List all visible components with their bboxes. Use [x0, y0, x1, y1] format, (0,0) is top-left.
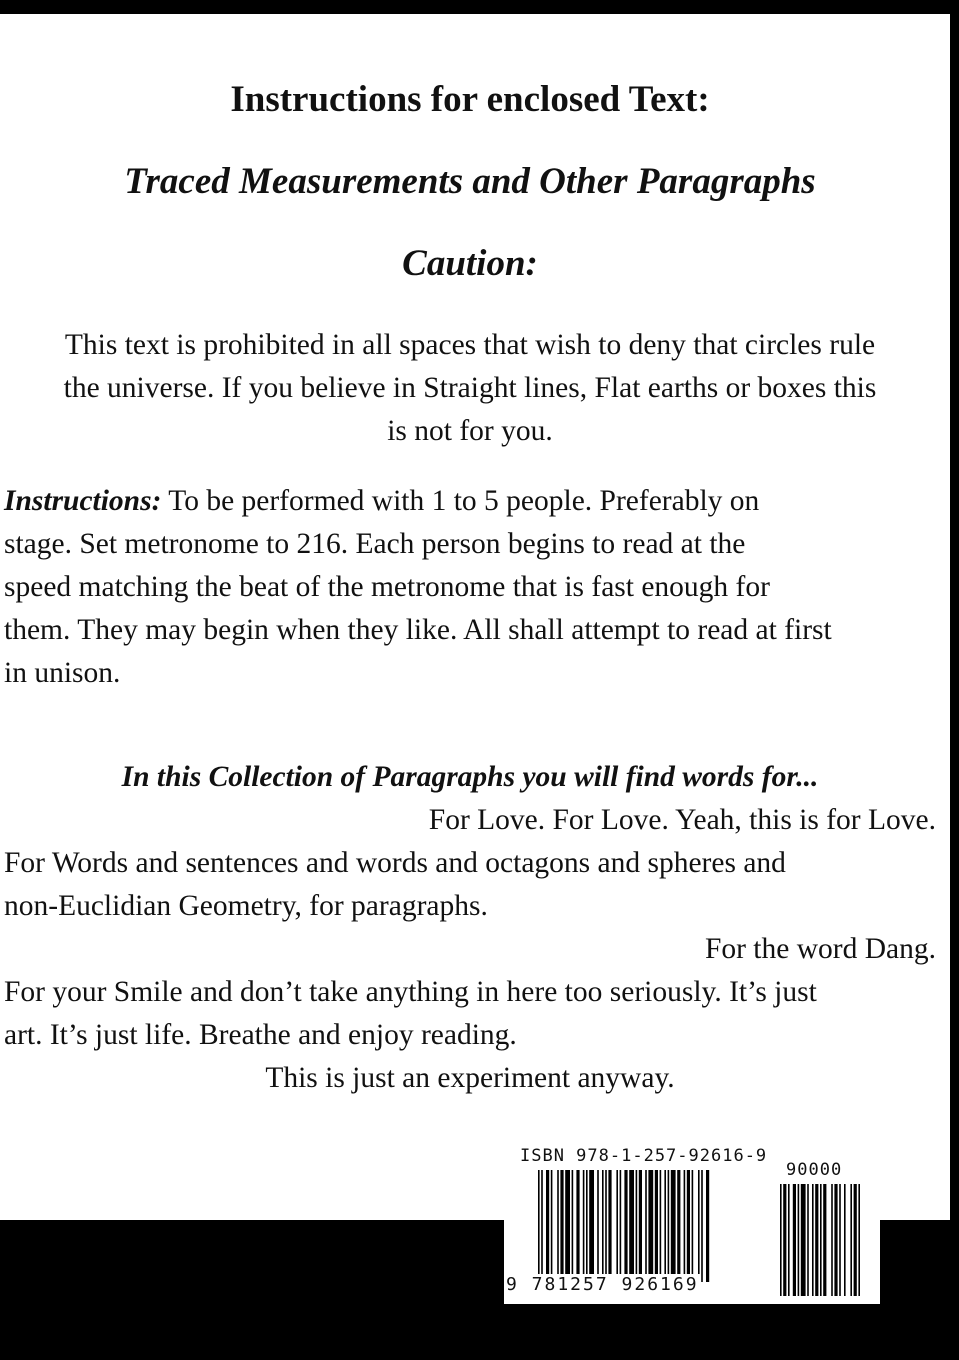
book-subtitle: Traced Measurements and Other Paragraphs [124, 161, 816, 202]
caution-line: the universe. If you believe in Straight lines, Flat earths or boxes this [63, 372, 877, 404]
caution-line: is not for you. [387, 415, 553, 447]
instructions-line: stage. Set metronome to 216. Each person begins to read at the [4, 528, 746, 560]
collection-line: For Love. For Love. Yeah, this is for Love. [428, 804, 936, 836]
instructions-paragraph [4, 480, 832, 695]
isbn-text: ISBN 978-1-257-92616-9 [520, 1146, 768, 1166]
collection-line: For Words and sentences and words and octagons and spheres and [4, 847, 786, 879]
page-title: Instructions for enclosed Text: [230, 79, 710, 120]
barcode-addon-number: 90000 [786, 1160, 843, 1180]
instructions-line [4, 480, 832, 523]
caution-paragraph [0, 324, 940, 453]
collection-line: art. It’s just life. Breathe and enjoy reading. [4, 1019, 517, 1051]
caution-heading: Caution: [402, 243, 538, 284]
back-cover-page [0, 14, 950, 1220]
instructions-line: speed matching the beat of the metronome that is fast enough for [4, 571, 770, 603]
caution-line: This text is prohibited in all spaces that wish to deny that circles rule [64, 329, 876, 361]
cover-edge [950, 0, 959, 1360]
collection-title: In this Collection of Paragraphs you will find words for... [121, 761, 819, 793]
instructions-line: them. They may begin when they like. All shall attempt to read at first [4, 614, 832, 646]
collection-line: For your Smile and don’t take anything in here too seriously. It’s just [4, 976, 817, 1008]
collection-line: For the word Dang. [704, 933, 936, 965]
isbn-barcode [504, 1146, 880, 1304]
collection-line: non-Euclidian Geometry, for paragraphs. [4, 890, 488, 922]
instructions-first-line: To be performed with 1 to 5 people. Preferably on [161, 485, 760, 517]
instructions-line: in unison. [4, 657, 121, 689]
collection-line: This is just an experiment anyway. [265, 1062, 675, 1094]
instructions-label: Instructions: [4, 485, 162, 517]
barcode-digits: 9 781257 926169 [506, 1274, 699, 1295]
